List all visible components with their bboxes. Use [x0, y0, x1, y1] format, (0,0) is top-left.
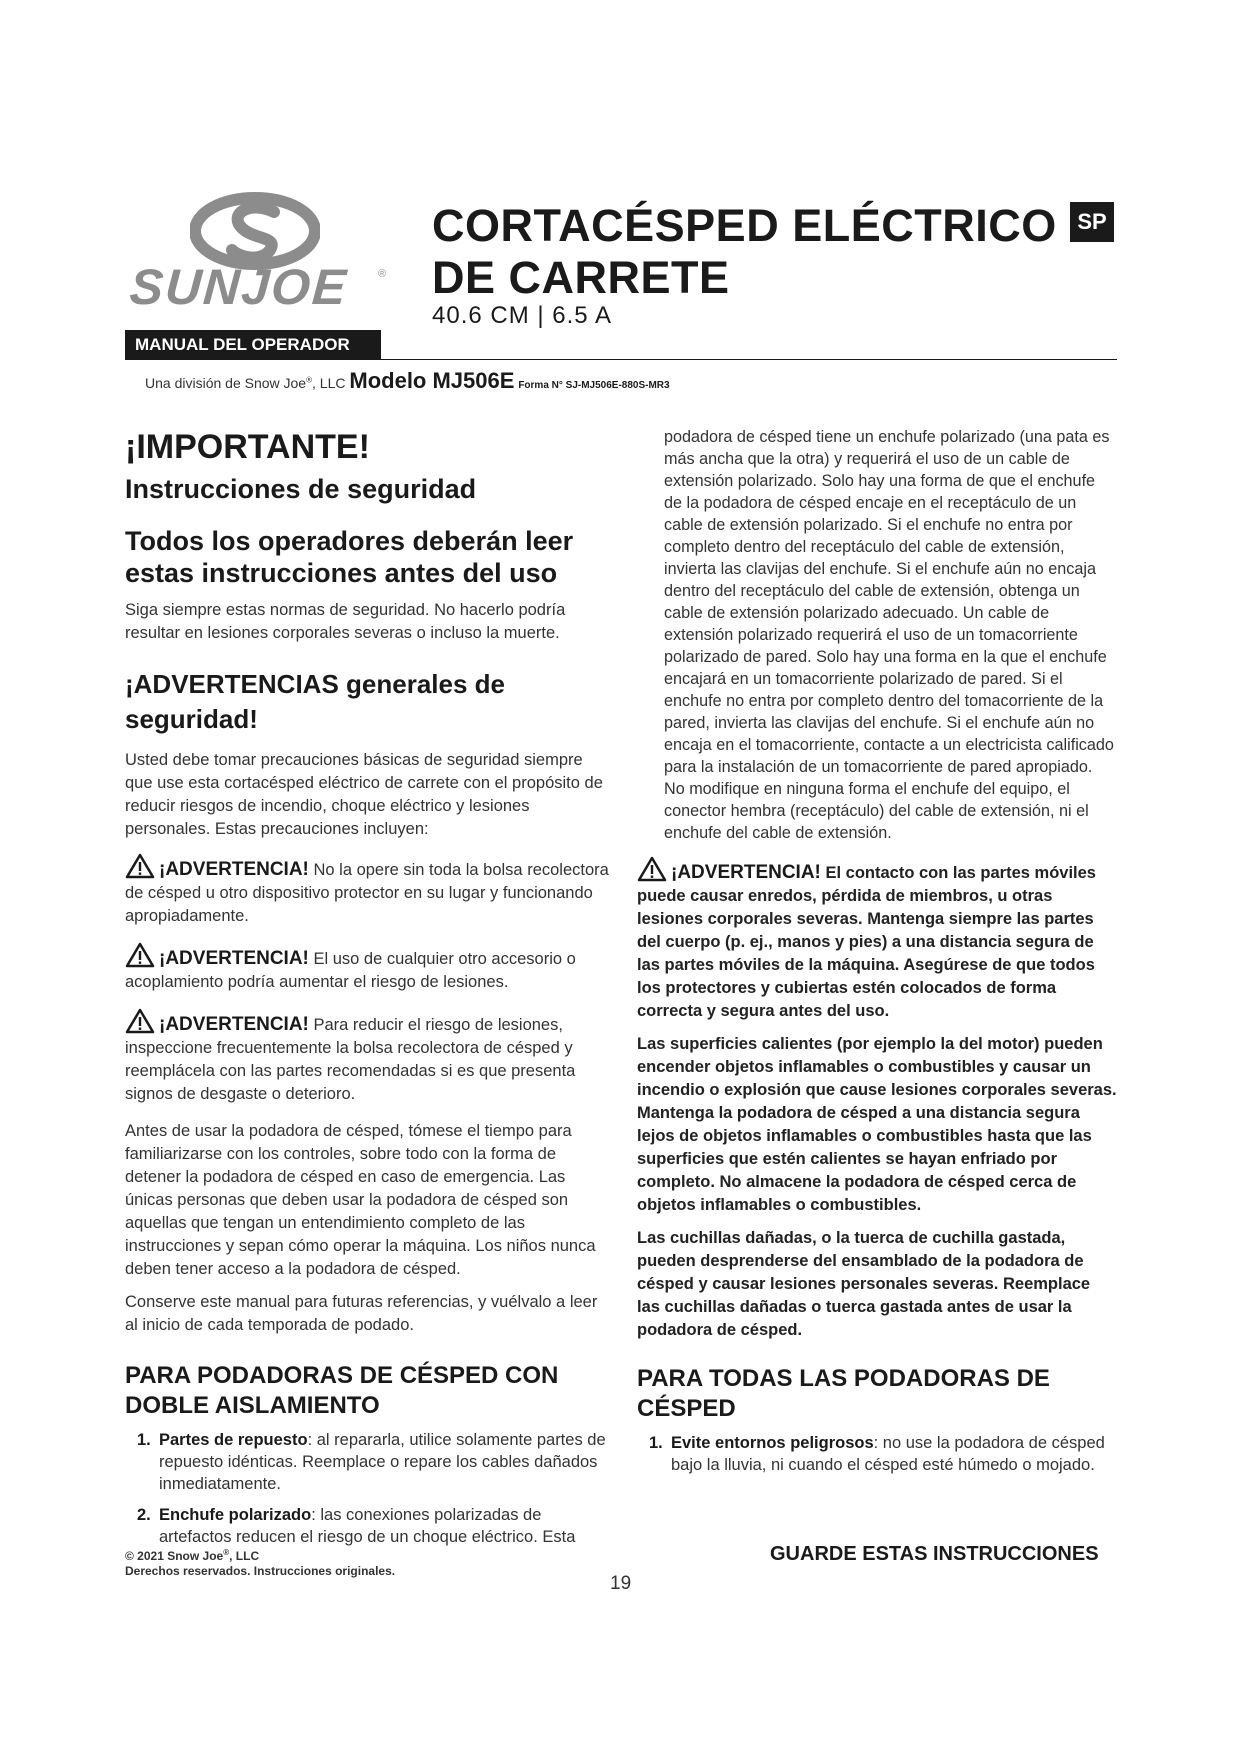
item-text: : no use la podadora de césped bajo la lluvia, ni cuando el césped esté húmedo o mojado.	[671, 1434, 1105, 1474]
page-number: 19	[610, 1573, 632, 1594]
copyright-reg: ®	[223, 1548, 230, 1557]
title-line-1: CORTACÉSPED ELÉCTRICO	[432, 200, 1057, 251]
manual-label: MANUAL DEL OPERADOR	[125, 330, 381, 359]
warning-3-text: Para reducir el riesgo de lesiones, inspeccione frecuentemente la bolsa recolectora de césped y reemplácela con las partes recomendadas si es que presenta signos de desgaste o deterioro.	[125, 1016, 576, 1103]
model-label: Modelo MJ506E	[349, 368, 515, 393]
warning-triangle-icon	[637, 856, 667, 882]
rights-line: Derechos reservados. Instrucciones originales.	[125, 1564, 396, 1578]
double-insulation-list	[125, 1429, 610, 1548]
division-text: Una división de Snow Joe	[145, 375, 307, 391]
warning-3	[125, 1008, 610, 1106]
general-warnings-text: Usted debe tomar precauciones básicas de seguridad siempre que use esta cortacésped eléctrico de carrete con el propósito de reducir riesgos de incendio, choque eléctrico y lesiones personales. Estas precauciones incluyen:	[125, 751, 603, 838]
warning-2-text: El uso de cualquier otro accesorio o acoplamiento podría aumentar el riesgo de lesiones.	[125, 950, 576, 991]
brand-registered-mark: ®	[378, 268, 387, 280]
division-llc: , LLC	[312, 375, 350, 391]
warning-2-head: ¡ADVERTENCIA!	[159, 948, 309, 969]
damaged-blades-text: Las cuchillas dañadas, o la tuerca de cuchilla gastada, pueden desprenderse del ensamblado de la podadora de césped y causar lesiones personales severas. Reemplace las cuchillas dañadas o tuerca gastada antes de usar la podadora de césped.	[637, 1229, 1091, 1339]
language-badge: SP	[1070, 202, 1114, 242]
warning-1-text: No la opere sin toda la bolsa recolectora de césped u otro dispositivo protector en su lugar y funcionando apropiadamente.	[125, 861, 609, 925]
keep-manual-paragraph: Conserve este manual para futuras referencias, y vuélvalo a leer al inicio de cada temporada de podado.	[125, 1293, 598, 1334]
warning-1	[125, 853, 610, 928]
title-line-2: DE CARRETE	[432, 252, 730, 303]
header-divider	[125, 359, 1117, 360]
safety-heading: Instrucciones de seguridad	[125, 474, 477, 504]
division-reg: ®	[306, 375, 313, 385]
item-number: 1.	[137, 1431, 151, 1449]
item-head: Evite entornos peligrosos	[671, 1434, 874, 1452]
list-item	[125, 1504, 610, 1548]
list-item	[637, 1432, 1117, 1476]
division-line	[145, 368, 670, 394]
read-heading: Todos los operadores deberán leer estas instrucciones antes del uso	[125, 526, 574, 588]
familiarize-paragraph: Antes de usar la podadora de césped, tómese el tiempo para familiarizarse con los controles, sobre todo con la forma de detener la podadora de césped en caso de emergencia. Las únicas personas que deben usar la podadora de césped son aquellas que tengan un entendimiento completo de las instrucciones y sepan cómo operar la máquina. Los niños nunca deben tener acceso a la podadora de césped.	[125, 1122, 596, 1278]
warning-3-head: ¡ADVERTENCIA!	[159, 1014, 309, 1035]
brand-wordmark: SUNJOE	[128, 259, 350, 315]
warning-2	[125, 942, 610, 994]
copyright-text: © 2021 Snow Joe	[125, 1549, 224, 1563]
copyright-block	[125, 1545, 395, 1579]
product-spec: 40.6 CM | 6.5 A	[432, 302, 612, 329]
copyright-llc: , LLC	[229, 1549, 260, 1563]
moving-parts-warning	[637, 856, 1117, 1023]
warning-1-head: ¡ADVERTENCIA!	[159, 859, 309, 880]
warning-triangle-icon	[125, 853, 155, 879]
page-title	[432, 200, 1057, 304]
polarized-plug-continued: podadora de césped tiene un enchufe polarizado (una pata es más ancha que la otra) y requerirá el uso de un cable de extensión polarizado. Solo hay una forma de que el enchufe de la podadora de césped encaje en el receptáculo de un cable de extensión polarizado. Si el enchufe no entra por completo dentro del receptáculo del cable de extensión, invierta las clavijas del enchufe. Si el enchufe aún no encaja dentro del receptáculo del cable de extensión, obtenga un cable de extensión polarizado adecuado. Un cable de extensión polarizado requerirá el uso de un tomacorriente polarizado de pared. Solo hay una forma en la que el enchufe encajará en un tomacorriente polarizado de pared. Si el enchufe no entra por completo dentro del tomacorriente de la pared, invierta las clavijas del enchufe. Si el enchufe aún no encaja en el tomacorriente, contacte a un electricista calificado para la instalación de un tomacorriente de pared apropiado. No modifique en ninguna forma el enchufe del equipo, el conector hembra (receptáculo) del cable de extensión, ni el enchufe del cable de extensión.	[664, 428, 1114, 842]
item-head: Partes de repuesto	[159, 1431, 308, 1449]
important-heading: ¡IMPORTANTE!	[125, 428, 370, 466]
moving-parts-warning-head: ¡ADVERTENCIA!	[671, 862, 821, 883]
form-number: Forma N° SJ-MJ506E-880S-MR3	[518, 380, 670, 391]
list-item	[125, 1429, 610, 1495]
hot-surfaces-text: Las superficies calientes (por ejemplo la del motor) pueden encender objetos inflamables o combustibles y causar un incendio o explosión que cause lesiones corporales severas. Mantenga la podadora de césped a una distancia segura lejos de objetos inflamables o combustibles hasta que las superficies que estén calientes se hayan enfriado por completo. No almacene la podadora de césped cerca de objetos inflamables o combustibles.	[637, 1035, 1117, 1214]
warning-triangle-icon	[125, 942, 155, 968]
read-text: Siga siempre estas normas de seguridad. No hacerlo podría resultar en lesiones corporales severas o incluso la muerte.	[125, 601, 566, 642]
item-number: 1.	[649, 1434, 663, 1452]
left-column	[125, 428, 610, 1557]
item-text: : las conexiones polarizadas de artefactos reducen el riesgo de un choque eléctrico. Esta	[159, 1506, 576, 1546]
item-number: 2.	[137, 1506, 151, 1524]
save-instructions-label: GUARDE ESTAS INSTRUCCIONES	[770, 1543, 1099, 1565]
copyright-line	[125, 1545, 395, 1564]
all-mowers-heading: PARA TODAS LAS PODADORAS DE CÉSPED	[637, 1365, 1050, 1422]
double-insulation-heading: PARA PODADORAS DE CÉSPED CON DOBLE AISLAMIENTO	[125, 1362, 559, 1419]
item-head: Enchufe polarizado	[159, 1506, 312, 1524]
moving-parts-warning-text: El contacto con las partes móviles puede causar enredos, pérdida de miembros, u otras lesiones corporales severas. Mantenga siempre las partes del cuerpo (p. ej., manos y pies) a una distancia segura de las partes móviles de la máquina. Asegúrese de que todos los protectores y cubiertas estén colocados de forma correcta y segura antes del uso.	[637, 864, 1096, 1020]
warning-triangle-icon	[125, 1008, 155, 1034]
all-mowers-list	[637, 1432, 1117, 1476]
right-column	[637, 428, 1117, 1485]
item-text: : al repararla, utilice solamente partes de repuesto idénticas. Reemplace o repare los cables dañados inmediatamente.	[159, 1431, 606, 1493]
general-warnings-heading: ¡ADVERTENCIAS generales de seguridad!	[125, 669, 505, 734]
